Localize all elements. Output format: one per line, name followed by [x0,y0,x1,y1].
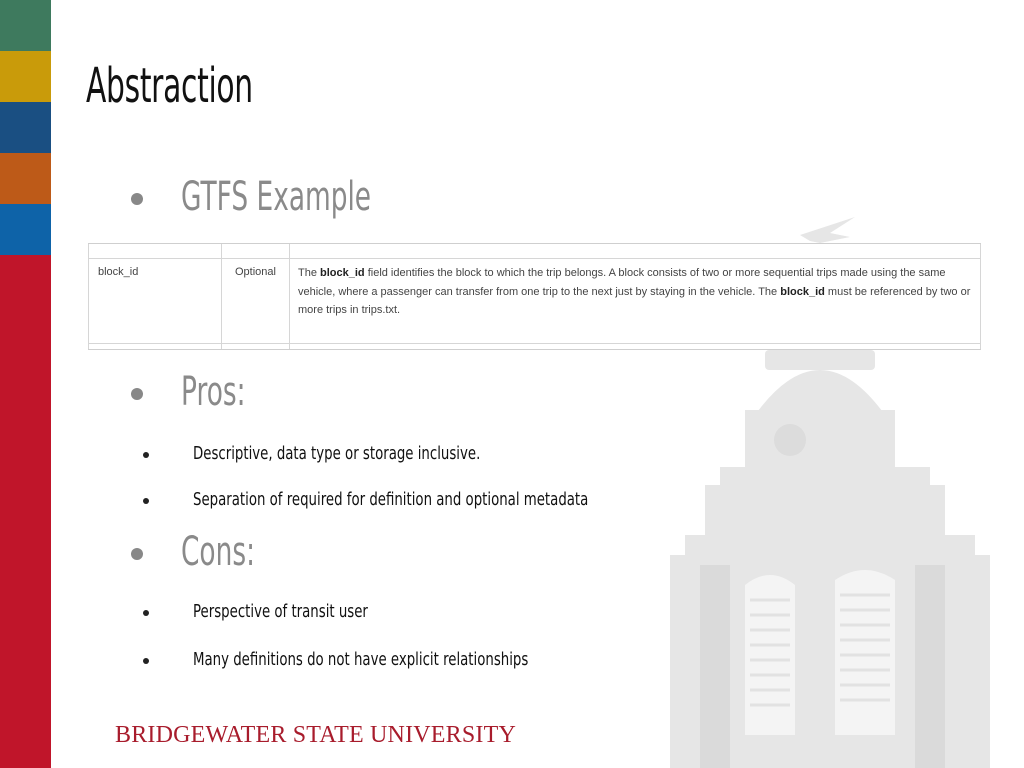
stripe-green-block [0,0,51,51]
description-bold: block_id [780,285,825,298]
slide-title: Abstraction [86,58,253,114]
table-divider [980,244,981,349]
field-name-cell: block_id [98,266,139,278]
gtfs-field-table [88,243,981,350]
table-divider [88,244,89,349]
stripe-gold-block [0,51,51,102]
required-cell: Optional [235,266,276,278]
left-color-stripe [0,0,51,768]
example-heading: GTFS Example [181,174,372,220]
bullet-icon [143,658,149,664]
cons-heading: Cons: [181,529,255,575]
bullet-icon [143,498,149,504]
bullet-icon [143,610,149,616]
university-logo-text: BRIDGEWATER STATE UNIVERSITY [115,722,516,748]
bullet-icon [143,452,149,458]
cons-item: Many definitions do not have explicit relationships [193,649,529,670]
table-divider [221,244,222,349]
pros-heading: Pros: [181,369,246,415]
description-cell [298,264,978,320]
table-divider [289,244,290,349]
pros-item: Descriptive, data type or storage inclusive. [193,443,481,464]
cons-item: Perspective of transit user [193,601,368,622]
bullet-icon [131,548,143,560]
stripe-navy-block [0,102,51,153]
description-text: must be referenced by two or more trips in trips.txt. [298,285,971,316]
stripe-red-block [0,255,51,768]
description-text: The [298,267,321,279]
stripe-blue-block [0,204,51,255]
bullet-icon [131,388,143,400]
bullet-icon [131,193,143,205]
pros-item: Separation of required for definition and optional metadata [193,489,589,510]
description-bold: block_id [320,267,365,279]
description-text: field identifies the block to which the trip belongs. A block consists of two or more sequential trips made using the same vehicle, where a passenger can transfer from one trip to the next just by staying in the vehicle. The [298,267,946,298]
stripe-orange-block [0,153,51,204]
